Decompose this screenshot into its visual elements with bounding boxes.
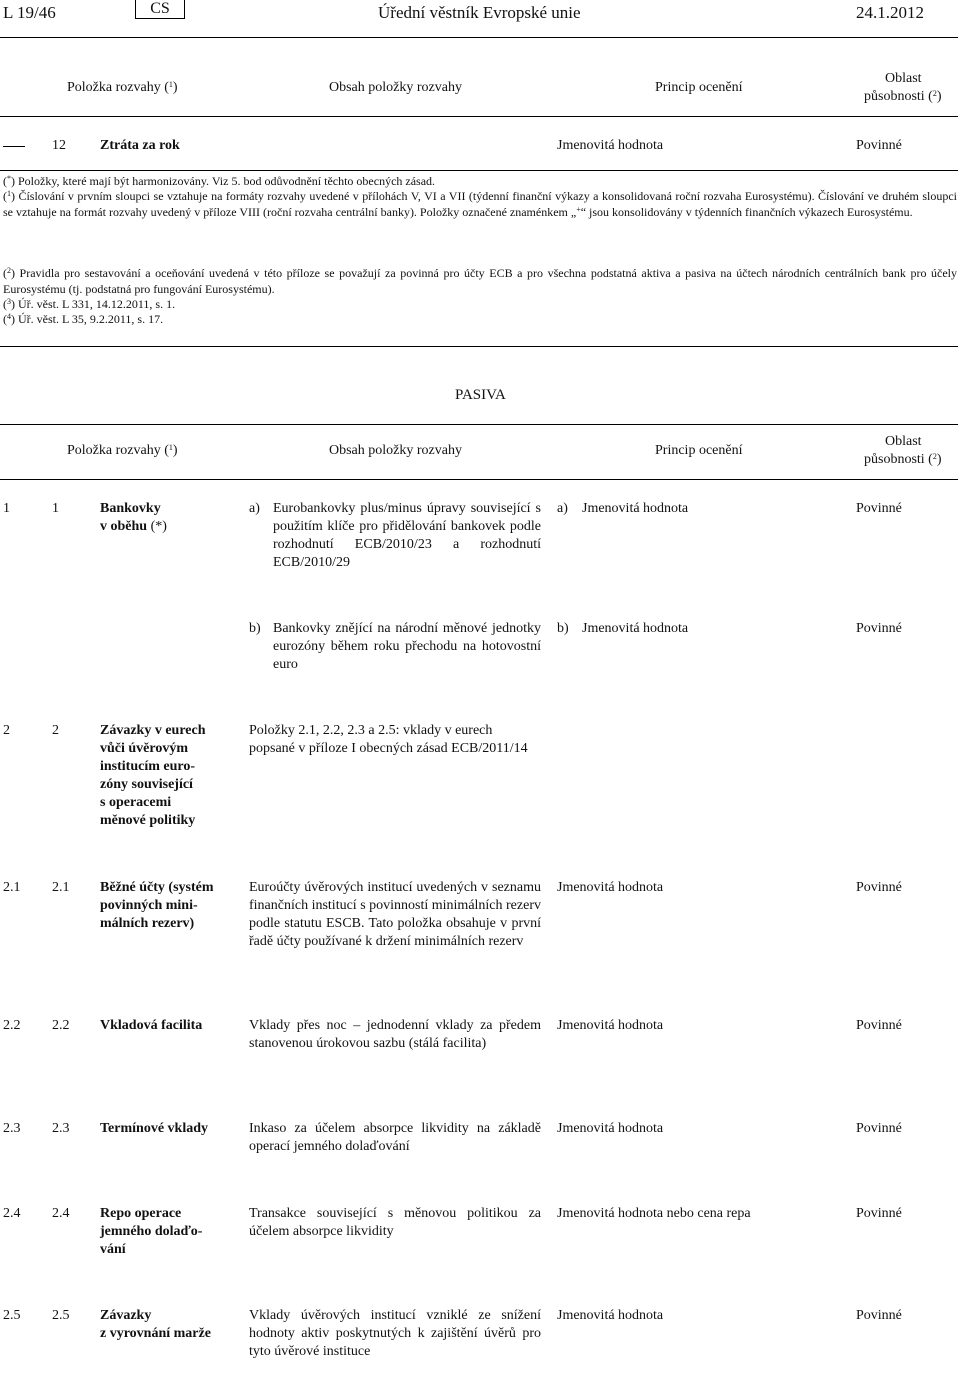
row-content: Vklady přes noc – jednodenní vklady za předem stanovenou úrokovou sazbu (stálá facilita): [249, 1018, 541, 1051]
page-section-rule: [0, 346, 958, 347]
row-valuation: Jmenovitá hodnota: [557, 138, 664, 153]
footnote-3: ($^3$) Úř. věst. L 331, 14.12.2011, s. 1.: [3, 297, 176, 311]
row-valuation-label: b): [557, 621, 569, 636]
row-valuation: Jmenovitá hodnota: [557, 1121, 664, 1136]
row-valuation: Jmenovitá hodnota nebo cena repa: [557, 1206, 751, 1221]
row-number-2: 2.2: [52, 1018, 70, 1033]
row-number-2: 2.5: [52, 1308, 70, 1323]
col-header-scope-line1: Oblast: [885, 71, 922, 86]
row-content: Inkaso za účelem absorpce likvidity na základě operací jemného dolaďování: [249, 1121, 541, 1154]
row-number-1: 2.5: [3, 1308, 21, 1323]
row-content: Vklady úvěrových institucí vzniklé ze snížení hodnoty aktiv poskytnutých k zajištění úvěrů pro tyto úvěrové instituce: [249, 1308, 541, 1359]
row-item-name: Závazky v eurech vůči úvěrovým institucím euro- zóny související s operacemi měnové politiky: [100, 723, 206, 828]
row-number-2: 2: [52, 723, 59, 738]
journal-title: Úřední věstník Evropské unie: [378, 3, 581, 22]
col-header-content: Obsah položky rozvahy: [329, 443, 462, 458]
col-header-content: Obsah položky rozvahy: [329, 80, 462, 95]
row-valuation: Jmenovitá hodnota: [557, 1308, 664, 1323]
row-scope: Povinné: [856, 880, 902, 895]
row-content-b: Bankovky znějící na národní měnové jednotky eurozóny během roku přechodu na hotovostní euro: [273, 621, 541, 672]
row-valuation: Jmenovitá hodnota: [582, 621, 689, 636]
row-number: 12: [52, 138, 66, 153]
publication-date: 24.1.2012: [856, 3, 924, 22]
row-number-2: 2.3: [52, 1121, 70, 1136]
dash-mark: [3, 146, 25, 147]
footnote-4: ($^4$) Úř. věst. L 35, 9.2.2011, s. 17.: [3, 312, 164, 326]
row-scope: Povinné: [856, 1018, 902, 1033]
row-item-name: Vkladová facilita: [100, 1018, 203, 1033]
col-header-item: Položka rozvahy ($^1$): [67, 443, 178, 458]
row-scope: Povinné: [856, 501, 902, 516]
row-content: Transakce související s měnovou politikou za účelem absorpce likvidity: [249, 1206, 541, 1239]
row-item-name: Repo operace jemného dolaďo- vání: [100, 1206, 203, 1257]
row-scope: Povinné: [856, 138, 902, 153]
row-number-1: 2.1: [3, 880, 21, 895]
pasiva-table-header-rule: [0, 479, 958, 480]
pasiva-table-top-rule: [0, 424, 958, 425]
row-scope: Povinné: [856, 1206, 902, 1221]
col-header-scope-line2: působnosti ($^2$): [864, 452, 942, 467]
row-number-1: 2: [3, 723, 10, 738]
row-item-name: Ztráta za rok: [100, 138, 180, 153]
section-title: PASIVA: [455, 387, 506, 403]
row-number-1: 1: [3, 501, 10, 516]
row-scope: Povinné: [856, 1121, 902, 1136]
table-bottom-rule: [0, 170, 958, 171]
col-header-scope-line2: působnosti ($^2$): [864, 89, 942, 104]
col-header-item: Položka rozvahy ($^1$): [67, 80, 178, 95]
row-valuation: Jmenovitá hodnota: [582, 501, 689, 516]
row-number-1: 2.4: [3, 1206, 21, 1221]
row-scope: Povinné: [856, 621, 902, 636]
footnote-2: ($^2$) Pravidla pro sestavování a oceňování uvedená v této příloze se považují za povinná pro účty ECB a pro všechna podstatná aktiva a pasiva na účtech národních centrálních bank pro účely Eurosystému (tj. podstatná pro fungování Eurosystému).: [3, 266, 957, 296]
row-valuation-label: a): [557, 501, 568, 516]
row-content: Položky 2.1, 2.2, 2.3 a 2.5: vklady v eurech popsané v příloze I obecných zásad ECB/2011/14: [249, 723, 528, 756]
row-valuation: Jmenovitá hodnota: [557, 880, 664, 895]
row-sub-label: b): [249, 621, 261, 636]
language-code: CS: [135, 0, 185, 19]
page-reference: L 19/46: [3, 3, 56, 22]
row-content-a: Eurobankovky plus/minus úpravy související s použitím klíče pro přidělování bankovek podle rozhodnutí ECB/2010/23 a rozhodnutí ECB/2010/29: [273, 501, 541, 570]
row-number-2: 2.1: [52, 880, 70, 895]
footnote-1: ($^1$) Číslování v prvním sloupci se vztahuje na formáty rozvahy uvedené v přílohách V, VI a VII (týdenní finanční výkazy a konsolidovaná roční rozvaha Eurosystému). Číslování ve druhém sloupci se vztahuje na formát rozvahy uvedený v příloze VIII (roční rozvaha centrální banky). Položky označené znaménkem „+“ jsou konsolidovány v týdenních finančních výkazech Eurosystému.: [3, 189, 957, 219]
table-header-rule: [0, 116, 958, 117]
footnote-star: (*) Položky, které mají být harmonizovány. Viz 5. bod odůvodnění těchto obecných zásad.: [3, 174, 436, 188]
row-scope: Povinné: [856, 1308, 902, 1323]
row-number-1: 2.2: [3, 1018, 21, 1033]
col-header-scope-line1: Oblast: [885, 434, 922, 449]
row-valuation: Jmenovitá hodnota: [557, 1018, 664, 1033]
col-header-valuation: Princip ocenění: [655, 443, 743, 458]
row-item-name: Bankovky v oběhu (*): [100, 501, 167, 534]
row-number-2: 2.4: [52, 1206, 70, 1221]
row-item-name: Závazky z vyrovnání marže: [100, 1308, 211, 1341]
row-item-name: Běžné účty (systém povinných mini- málních rezerv): [100, 880, 214, 931]
row-number-1: 2.3: [3, 1121, 21, 1136]
row-number-2: 1: [52, 501, 59, 516]
col-header-valuation: Princip ocenění: [655, 80, 743, 95]
row-item-name: Termínové vklady: [100, 1121, 208, 1136]
row-sub-label: a): [249, 501, 260, 516]
table-top-rule: [0, 37, 958, 38]
row-content: Euroúčty úvěrových institucí uvedených v seznamu finančních institucí s povinností minimálních rezerv podle statutu ESCB. Tato položka obsahuje v první řadě účty používané k držení minimálních rezerv: [249, 880, 541, 949]
